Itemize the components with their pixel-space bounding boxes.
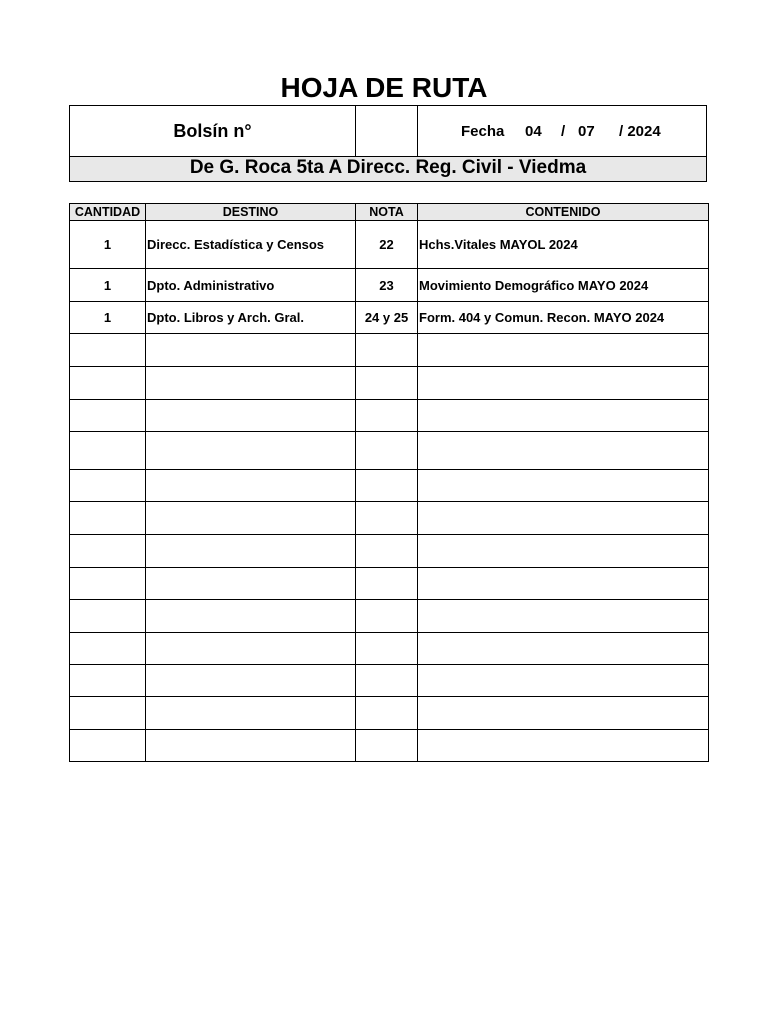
- cell-contenido: [418, 535, 709, 568]
- cell-nota: [356, 730, 418, 762]
- cell-cantidad: 1: [70, 302, 146, 334]
- cell-destino: [146, 400, 356, 432]
- cell-destino: [146, 367, 356, 400]
- cell-destino: [146, 432, 356, 470]
- cell-cantidad: [70, 730, 146, 762]
- cell-cantidad: [70, 633, 146, 665]
- cell-nota: 24 y 25: [356, 302, 418, 334]
- cell-cantidad: [70, 697, 146, 730]
- route-table: [69, 203, 709, 762]
- cell-destino: [146, 535, 356, 568]
- cell-cantidad: [70, 568, 146, 600]
- cell-nota: [356, 432, 418, 470]
- cell-nota: [356, 665, 418, 697]
- table-row: [70, 221, 709, 269]
- cell-contenido: [418, 400, 709, 432]
- cell-nota: 22: [356, 221, 418, 269]
- table-row: [70, 470, 709, 502]
- table-row: [70, 665, 709, 697]
- from-line: De G. Roca 5ta A Direcc. Reg. Civil - Viedma: [69, 157, 707, 182]
- table-row: [70, 633, 709, 665]
- fecha-day: 04: [525, 122, 542, 140]
- cell-contenido: [418, 568, 709, 600]
- header-box: [69, 105, 707, 157]
- cell-destino: Direcc. Estadística y Censos: [146, 221, 356, 269]
- cell-contenido: Hchs.Vitales MAYOL 2024: [418, 221, 709, 269]
- fecha-label: Fecha: [461, 122, 505, 140]
- cell-cantidad: 1: [70, 269, 146, 302]
- column-header-nota: NOTA: [356, 204, 418, 221]
- table-row: [70, 568, 709, 600]
- cell-nota: [356, 470, 418, 502]
- cell-contenido: [418, 432, 709, 470]
- cell-nota: [356, 568, 418, 600]
- cell-cantidad: [70, 502, 146, 535]
- cell-contenido: [418, 470, 709, 502]
- table-row: [70, 432, 709, 470]
- cell-contenido: [418, 600, 709, 633]
- cell-contenido: Movimiento Demográfico MAYO 2024: [418, 269, 709, 302]
- cell-contenido: [418, 697, 709, 730]
- cell-cantidad: [70, 367, 146, 400]
- cell-destino: [146, 502, 356, 535]
- cell-destino: [146, 568, 356, 600]
- cell-contenido: [418, 633, 709, 665]
- fecha-separator: /: [561, 122, 566, 140]
- table-row: [70, 302, 709, 334]
- cell-destino: [146, 470, 356, 502]
- table-row: [70, 334, 709, 367]
- cell-cantidad: [70, 600, 146, 633]
- fecha-cell: [418, 106, 706, 156]
- cell-contenido: [418, 665, 709, 697]
- cell-nota: [356, 400, 418, 432]
- cell-nota: [356, 633, 418, 665]
- cell-cantidad: 1: [70, 221, 146, 269]
- cell-nota: 23: [356, 269, 418, 302]
- fecha-month: 07: [578, 122, 595, 140]
- cell-destino: Dpto. Libros y Arch. Gral.: [146, 302, 356, 334]
- bolsin-label: Bolsín n°: [70, 106, 356, 156]
- table-row: [70, 600, 709, 633]
- column-header-contenido: CONTENIDO: [418, 204, 709, 221]
- table-row: [70, 535, 709, 568]
- cell-cantidad: [70, 400, 146, 432]
- cell-contenido: Form. 404 y Comun. Recon. MAYO 2024: [418, 302, 709, 334]
- column-header-cantidad: CANTIDAD: [70, 204, 146, 221]
- cell-nota: [356, 600, 418, 633]
- document-title: HOJA DE RUTA: [280, 72, 488, 103]
- table-header-row: [70, 204, 709, 221]
- table-row: [70, 400, 709, 432]
- fecha-year: / 2024: [619, 122, 661, 140]
- cell-cantidad: [70, 432, 146, 470]
- table-row: [70, 697, 709, 730]
- cell-nota: [356, 697, 418, 730]
- cell-destino: [146, 334, 356, 367]
- cell-destino: [146, 600, 356, 633]
- table-row: [70, 730, 709, 762]
- bolsin-number: [356, 106, 418, 156]
- cell-destino: [146, 665, 356, 697]
- table-row: [70, 502, 709, 535]
- cell-destino: [146, 730, 356, 762]
- cell-cantidad: [70, 665, 146, 697]
- cell-nota: [356, 535, 418, 568]
- cell-contenido: [418, 502, 709, 535]
- cell-nota: [356, 367, 418, 400]
- cell-destino: [146, 697, 356, 730]
- cell-cantidad: [70, 334, 146, 367]
- cell-nota: [356, 502, 418, 535]
- cell-contenido: [418, 730, 709, 762]
- cell-contenido: [418, 334, 709, 367]
- table-row: [70, 367, 709, 400]
- cell-cantidad: [70, 535, 146, 568]
- cell-destino: [146, 633, 356, 665]
- table-row: [70, 269, 709, 302]
- cell-contenido: [418, 367, 709, 400]
- cell-nota: [356, 334, 418, 367]
- cell-cantidad: [70, 470, 146, 502]
- cell-destino: Dpto. Administrativo: [146, 269, 356, 302]
- column-header-destino: DESTINO: [146, 204, 356, 221]
